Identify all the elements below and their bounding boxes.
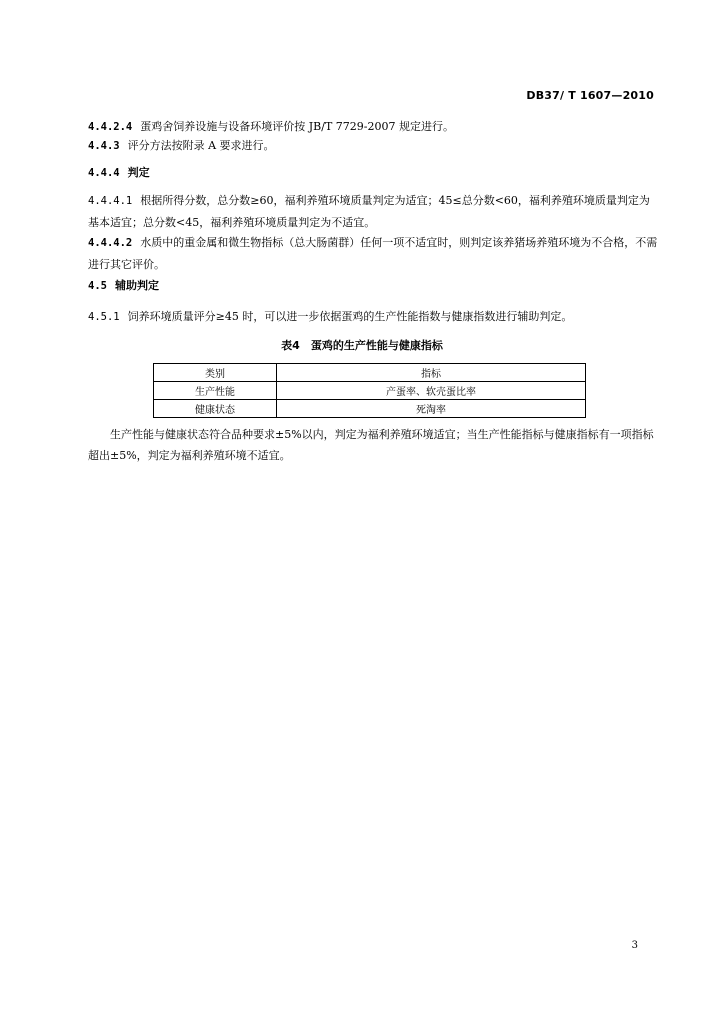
indicator-table	[153, 363, 586, 418]
clause-number: 4.4.2.4	[88, 121, 133, 133]
clause-text: 蛋鸡舍饲养设施与设备环境评价按 JB/T 7729-2007 规定进行。	[140, 120, 454, 133]
clause-number: 4.4.4.2	[88, 237, 133, 249]
clause-number: 4.4.3	[88, 140, 120, 152]
closing-paragraph: 生产性能与健康状态符合品种要求±5%以内，判定为福利养殖环境适宜；当生产性能指标与健康指标有一项指标超出±5%，判定为福利养殖环境不适宜。	[88, 428, 654, 462]
clause-number: 4.5.1	[88, 311, 120, 323]
table-cell-indicator: 产蛋率、软壳蛋比率	[277, 382, 586, 400]
table-title: 表4 蛋鸡的生产性能与健康指标	[281, 339, 443, 352]
section-heading: 辅助判定	[114, 279, 159, 292]
clause-4-4-4-heading	[88, 162, 658, 184]
clause-4-4-4-2	[88, 232, 658, 275]
clause-text: 评分方法按附录 A 要求进行。	[127, 139, 275, 152]
clause-4-5-heading	[88, 275, 658, 297]
clause-number: 4.5	[88, 280, 107, 292]
table-header-row	[154, 364, 586, 382]
table-cell-category: 生产性能	[154, 382, 277, 400]
clause-number: 4.4.4	[88, 167, 120, 179]
clause-4-4-3	[88, 135, 658, 157]
table-row	[154, 382, 586, 400]
table-cell-indicator: 死淘率	[277, 400, 586, 418]
column-header-category: 类别	[154, 364, 277, 382]
section-heading: 判定	[127, 166, 150, 179]
clause-text: 根据所得分数，总分数≥60，福利养殖环境质量判定为适宜；45≤总分数<60，福利养殖环境质量判定为基本适宜；总分数<45，福利养殖环境质量判定为不适宜。	[88, 194, 650, 229]
clause-text: 饲养环境质量评分≥45 时，可以进一步依据蛋鸡的生产性能指数与健康指数进行辅助判定。	[127, 310, 573, 323]
table-cell-category: 健康状态	[154, 400, 277, 418]
clause-4-4-4-1	[88, 190, 658, 233]
clause-number: 4.4.4.1	[88, 195, 133, 207]
document-code: DB37/ T 1607—2010	[526, 89, 654, 102]
column-header-indicator: 指标	[277, 364, 586, 382]
clause-text: 水质中的重金属和微生物指标（总大肠菌群）任何一项不适宜时，则判定该养猪场养殖环境为不合格，不需进行其它评价。	[88, 236, 658, 271]
table-row	[154, 400, 586, 418]
clause-4-5-1	[88, 306, 658, 328]
page-number: 3	[631, 940, 638, 951]
